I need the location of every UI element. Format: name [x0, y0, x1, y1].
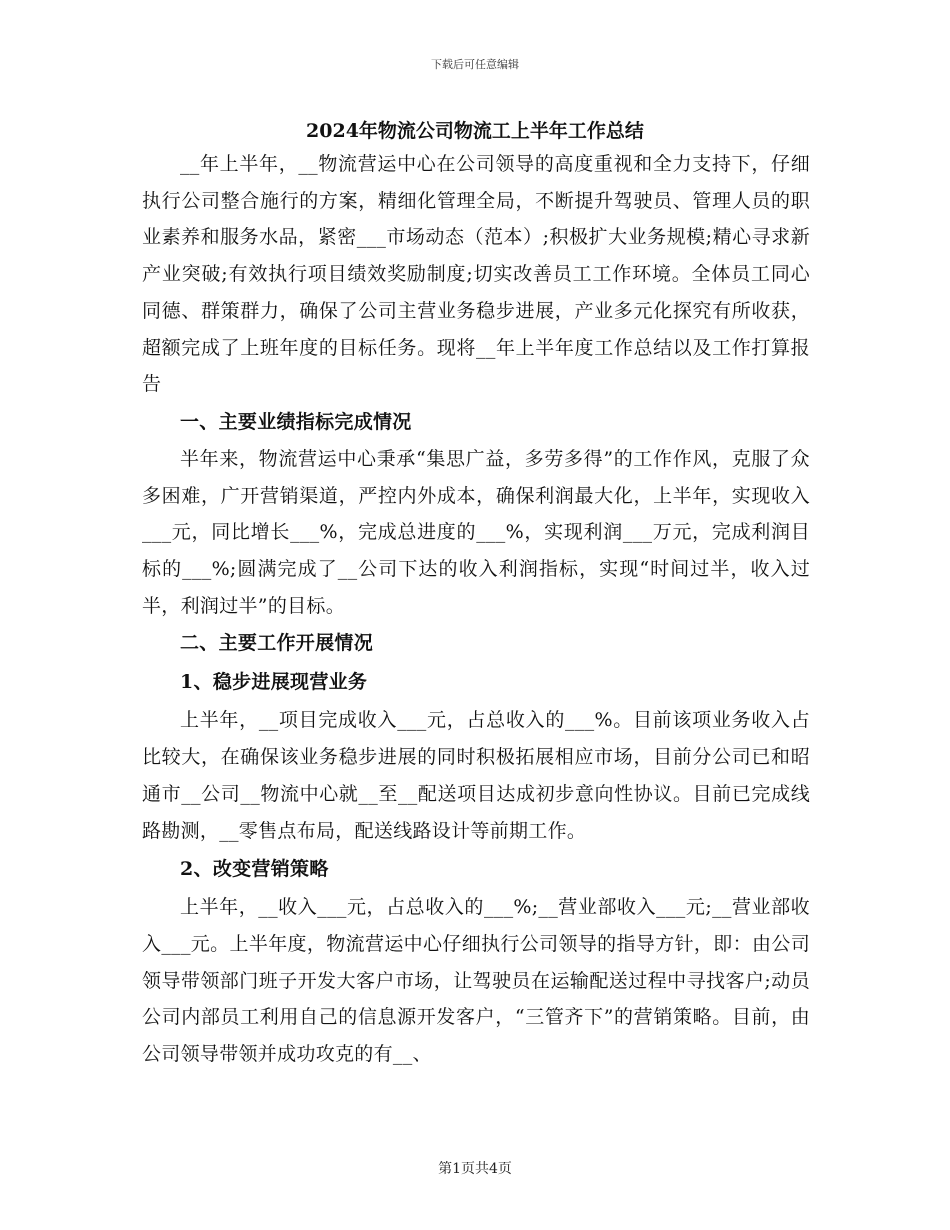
subsection-heading-business: 1、稳步进展现营业务: [180, 671, 368, 694]
marketing-paragraph: 上半年，__收入___元，占总收入的___%;__营业部收入___元;__营业部收入___元。上半年度，物流营运中心仔细执行公司领导的指导方针，即：由公司领导带领部门班子开发大客户市场，让驾驶员在运输配送过程中寻找客户;动员公司内部员工利用自己的信息源开发客户，“三管齐下”的营销策略。目前，由公司领导带领并成功攻克的有__、: [142, 896, 810, 1066]
section-heading-performance: 一、主要业绩指标完成情况: [180, 410, 412, 433]
intro-paragraph: __年上半年，__物流营运中心在公司领导的高度重视和全力支持下，仔细执行公司整合施行的方案，精细化管理全局，不断提升驾驶员、管理人员的职业素养和服务水品，紧密___市场动态（范本）;积极扩大业务规模;精心寻求新产业突破;有效执行项目绩效奖励制度;切实改善员工工作环境。全体员工同心同德、群策群力，确保了公司主营业务稳步进展，产业多元化探究有所收获，超额完成了上班年度的目标任务。现将__年上半年度工作总结以及工作打算报告: [142, 153, 810, 396]
page-footer: 第1页共4页: [438, 1161, 512, 1177]
performance-paragraph: 半年来，物流营运中心秉承“集思广益，多劳多得”的工作作风，克服了众多困难，广开营销渠道，严控内外成本，确保利润最大化，上半年，实现收入___元，同比增长___%，完成总进度的___%，实现利润___万元，完成利润目标的___%;圆满完成了__公司下达的收入利润指标，实现“时间过半，收入过半，利润过半”的目标。: [142, 447, 810, 617]
page-header: 下载后可任意编辑: [431, 58, 519, 71]
document-title: 2024年物流公司物流工上半年工作总结: [306, 120, 644, 142]
section-heading-work: 二、主要工作开展情况: [180, 632, 374, 655]
business-paragraph: 上半年，__项目完成收入___元，占总收入的___%。目前该项业务收入占比较大，在确保该业务稳步进展的同时积极拓展相应市场，目前分公司已和昭通市__公司__物流中心就__至__配送项目达成初步意向性协议。目前已完成线路勘测，__零售点布局，配送线路设计等前期工作。: [142, 709, 810, 842]
subsection-heading-marketing: 2、改变营销策略: [180, 858, 329, 881]
document-body: [142, 146, 810, 1073]
